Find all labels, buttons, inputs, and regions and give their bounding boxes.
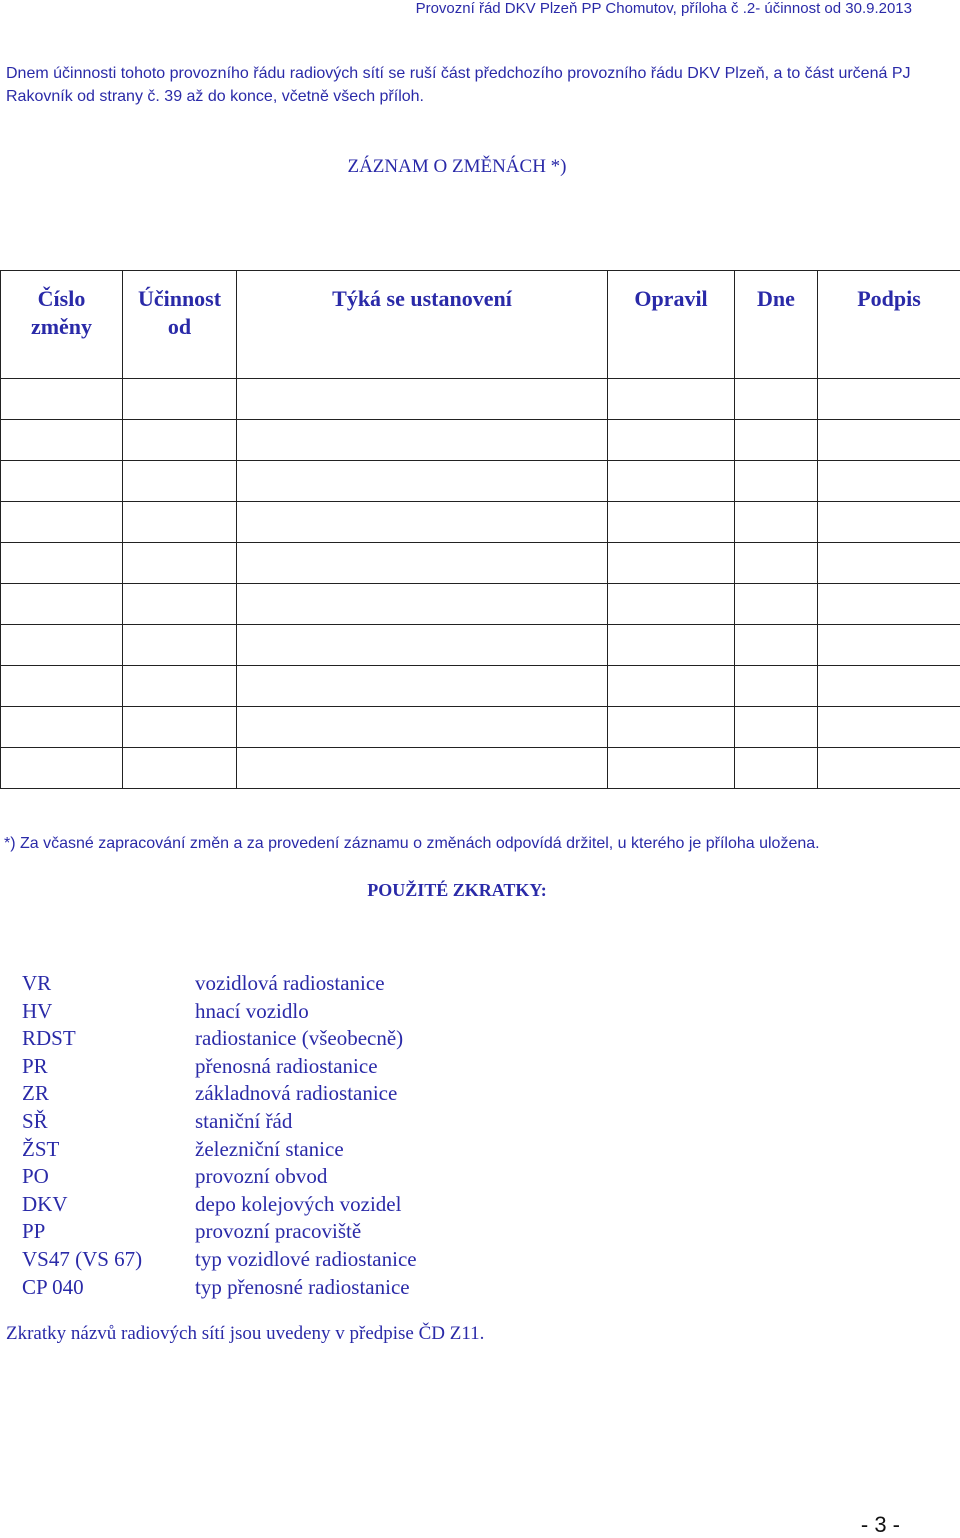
table-cell bbox=[735, 379, 818, 420]
abbreviation-list bbox=[22, 970, 542, 1301]
column-header-signature bbox=[818, 271, 960, 379]
column-header-line: Podpis bbox=[818, 285, 960, 313]
abbreviation-row bbox=[22, 998, 542, 1026]
table-cell bbox=[123, 584, 237, 625]
table-row bbox=[1, 461, 960, 502]
table-cell bbox=[818, 625, 960, 666]
table-cell bbox=[735, 502, 818, 543]
records-title: ZÁZNAM O ZMĚNÁCH *) bbox=[0, 156, 914, 178]
table-cell bbox=[237, 543, 608, 584]
table-cell bbox=[237, 707, 608, 748]
change-table-body bbox=[1, 379, 960, 789]
table-cell bbox=[1, 502, 123, 543]
column-header-change-number bbox=[1, 271, 123, 379]
table-cell bbox=[237, 666, 608, 707]
table-cell bbox=[123, 666, 237, 707]
abbreviation-meaning: provozní obvod bbox=[195, 1163, 327, 1191]
table-cell bbox=[818, 584, 960, 625]
abbreviation-row bbox=[22, 1191, 542, 1219]
table-cell bbox=[608, 666, 735, 707]
abbreviation-meaning: přenosná radiostanice bbox=[195, 1053, 378, 1081]
column-header-line: Týká se ustanovení bbox=[237, 285, 607, 313]
abbreviation-code: PP bbox=[22, 1218, 195, 1246]
table-cell bbox=[735, 461, 818, 502]
column-header-line: Opravil bbox=[608, 285, 734, 313]
table-header-row bbox=[1, 271, 960, 379]
column-header-line: Účinnost bbox=[123, 285, 236, 313]
table-cell bbox=[1, 379, 123, 420]
table-cell bbox=[608, 502, 735, 543]
column-header-line: Číslo bbox=[1, 285, 122, 313]
table-row bbox=[1, 707, 960, 748]
column-header-line: změny bbox=[1, 313, 122, 341]
intro-paragraph: Dnem účinnosti tohoto provozního řádu radiových sítí se ruší část předchozího provozního řádu DKV Plzeň, a to část určená PJ Rakovník od strany č. 39 až do konce, včetně všech příloh. bbox=[6, 62, 946, 108]
abbreviation-meaning: základnová radiostanice bbox=[195, 1080, 397, 1108]
abbreviation-code: SŘ bbox=[22, 1108, 195, 1136]
abbreviation-code: RDST bbox=[22, 1025, 195, 1053]
closing-note: Zkratky názvů radiových sítí jsou uvedeny v předpise ČD Z11. bbox=[6, 1323, 484, 1345]
table-cell bbox=[735, 748, 818, 789]
footnote: *) Za včasné zapracování změn a za provedení záznamu o změnách odpovídá držitel, u kterého je příloha uložena. bbox=[4, 833, 944, 855]
table-row bbox=[1, 420, 960, 461]
abbreviation-code: ZR bbox=[22, 1080, 195, 1108]
table-cell bbox=[818, 748, 960, 789]
abbreviation-row bbox=[22, 1136, 542, 1164]
table-cell bbox=[237, 461, 608, 502]
table-cell bbox=[237, 748, 608, 789]
table-cell bbox=[237, 502, 608, 543]
abbreviation-meaning: hnací vozidlo bbox=[195, 998, 309, 1026]
table-cell bbox=[237, 625, 608, 666]
column-header-line: od bbox=[123, 313, 236, 341]
table-cell bbox=[818, 420, 960, 461]
table-cell bbox=[608, 461, 735, 502]
abbreviation-row bbox=[22, 1218, 542, 1246]
abbreviation-code: PO bbox=[22, 1163, 195, 1191]
abbreviation-row bbox=[22, 1025, 542, 1053]
abbreviation-row bbox=[22, 1163, 542, 1191]
change-record-table bbox=[0, 270, 960, 789]
table-cell bbox=[608, 748, 735, 789]
table-cell bbox=[1, 461, 123, 502]
table-cell bbox=[818, 543, 960, 584]
table-cell bbox=[1, 666, 123, 707]
abbreviation-row bbox=[22, 1246, 542, 1274]
table-cell bbox=[608, 543, 735, 584]
table-cell bbox=[1, 707, 123, 748]
table-cell bbox=[123, 502, 237, 543]
table-cell bbox=[608, 625, 735, 666]
abbreviation-meaning: provozní pracoviště bbox=[195, 1218, 361, 1246]
abbreviation-row bbox=[22, 1108, 542, 1136]
column-header-corrected-by bbox=[608, 271, 735, 379]
abbreviation-row bbox=[22, 1274, 542, 1302]
table-cell bbox=[608, 584, 735, 625]
table-cell bbox=[1, 625, 123, 666]
table-cell bbox=[123, 543, 237, 584]
abbreviation-code: VS47 (VS 67) bbox=[22, 1246, 195, 1274]
abbreviation-code: ŽST bbox=[22, 1136, 195, 1164]
column-header-line: Dne bbox=[735, 285, 817, 313]
abbreviation-meaning: typ přenosné radiostanice bbox=[195, 1274, 410, 1302]
table-cell bbox=[735, 707, 818, 748]
column-header-date bbox=[735, 271, 818, 379]
table-cell bbox=[1, 748, 123, 789]
table-cell bbox=[818, 461, 960, 502]
table-row bbox=[1, 379, 960, 420]
table-row bbox=[1, 543, 960, 584]
table-cell bbox=[735, 584, 818, 625]
table-cell bbox=[123, 420, 237, 461]
abbreviation-row bbox=[22, 970, 542, 998]
abbreviations-title: POUŽITÉ ZKRATKY: bbox=[0, 880, 914, 901]
table-cell bbox=[818, 379, 960, 420]
table-cell bbox=[123, 748, 237, 789]
table-cell bbox=[735, 625, 818, 666]
abbreviation-meaning: staniční řád bbox=[195, 1108, 292, 1136]
table-cell bbox=[237, 379, 608, 420]
table-cell bbox=[608, 379, 735, 420]
abbreviation-meaning: depo kolejových vozidel bbox=[195, 1191, 401, 1219]
table-row bbox=[1, 502, 960, 543]
table-cell bbox=[237, 584, 608, 625]
abbreviation-code: DKV bbox=[22, 1191, 195, 1219]
table-cell bbox=[735, 543, 818, 584]
column-header-provision bbox=[237, 271, 608, 379]
table-row bbox=[1, 625, 960, 666]
table-cell bbox=[1, 543, 123, 584]
abbreviation-row bbox=[22, 1080, 542, 1108]
abbreviation-row bbox=[22, 1053, 542, 1081]
table-cell bbox=[1, 420, 123, 461]
table-cell bbox=[818, 666, 960, 707]
abbreviation-code: VR bbox=[22, 970, 195, 998]
table-cell bbox=[818, 707, 960, 748]
table-cell bbox=[818, 502, 960, 543]
running-header: Provozní řád DKV Plzeň PP Chomutov, příloha č .2- účinnost od 30.9.2013 bbox=[416, 0, 912, 17]
table-cell bbox=[735, 420, 818, 461]
table-cell bbox=[123, 625, 237, 666]
table-cell bbox=[123, 379, 237, 420]
abbreviation-meaning: vozidlová radiostanice bbox=[195, 970, 385, 998]
table-cell bbox=[735, 666, 818, 707]
table-row bbox=[1, 666, 960, 707]
abbreviation-meaning: radiostanice (všeobecně) bbox=[195, 1025, 403, 1053]
column-header-effective-from bbox=[123, 271, 237, 379]
table-cell bbox=[1, 584, 123, 625]
table-row bbox=[1, 748, 960, 789]
table-cell bbox=[237, 420, 608, 461]
abbreviation-code: CP 040 bbox=[22, 1274, 195, 1302]
abbreviation-code: PR bbox=[22, 1053, 195, 1081]
table-cell bbox=[608, 707, 735, 748]
table-cell bbox=[123, 707, 237, 748]
table-cell bbox=[123, 461, 237, 502]
abbreviation-meaning: železniční stanice bbox=[195, 1136, 344, 1164]
page-number: - 3 - bbox=[0, 1512, 900, 1538]
abbreviation-meaning: typ vozidlové radiostanice bbox=[195, 1246, 417, 1274]
abbreviation-code: HV bbox=[22, 998, 195, 1026]
table-row bbox=[1, 584, 960, 625]
table-cell bbox=[608, 420, 735, 461]
